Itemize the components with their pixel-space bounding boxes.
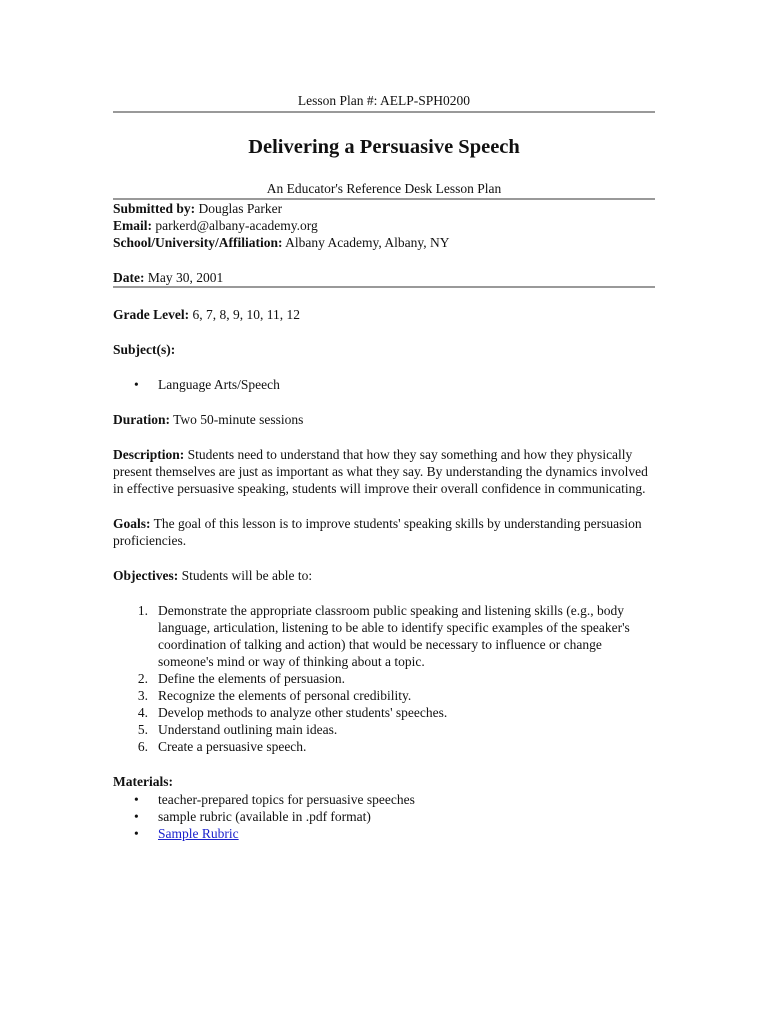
subject-text: Language Arts/Speech — [158, 377, 280, 392]
subjects-list — [113, 376, 655, 393]
page-subtitle: An Educator's Reference Desk Lesson Plan — [266, 181, 502, 196]
objectives-list — [113, 602, 655, 755]
top-divider — [113, 111, 655, 113]
material-text: sample rubric (available in .pdf format) — [158, 809, 371, 824]
submitted-by-value: Douglas Parker — [195, 201, 283, 216]
goals-paragraph — [113, 515, 655, 549]
date-line — [113, 269, 655, 286]
sample-rubric-link[interactable]: Sample Rubric — [158, 826, 239, 841]
date-divider — [113, 286, 655, 288]
duration-label: Duration: — [113, 412, 170, 427]
list-item — [113, 704, 655, 721]
duration-value: Two 50-minute sessions — [170, 412, 304, 427]
submitted-by-label: Submitted by: — [113, 201, 196, 216]
lesson-plan-number: Lesson Plan #: AELP-SPH0200 — [297, 93, 471, 108]
subjects-line — [113, 341, 655, 358]
list-number: 3. — [137, 688, 148, 703]
objectives-intro: Students will be able to: — [178, 568, 313, 583]
objective-text: Understand outlining main ideas. — [158, 722, 338, 737]
objectives-line — [113, 567, 655, 584]
materials-label: Materials: — [113, 774, 173, 789]
date-label: Date: — [113, 270, 145, 285]
bullet-icon: • — [134, 809, 139, 824]
duration-line — [113, 411, 655, 428]
objective-text: Create a persuasive speech. — [158, 739, 307, 754]
list-item — [113, 825, 655, 842]
list-number: 6. — [137, 739, 148, 754]
list-number: 5. — [137, 722, 148, 737]
objectives-label: Objectives: — [113, 568, 179, 583]
list-item — [113, 376, 655, 393]
school-value: Albany Academy, Albany, NY — [282, 235, 450, 250]
grade-level-value: 6, 7, 8, 9, 10, 11, 12 — [189, 307, 300, 322]
list-number: 4. — [137, 705, 148, 720]
email-line — [113, 217, 655, 234]
list-item — [113, 791, 655, 808]
submitted-by-line — [113, 200, 655, 217]
list-number: 1. — [137, 603, 148, 618]
list-item — [113, 687, 655, 704]
school-label: School/University/Affiliation: — [113, 235, 283, 250]
description-paragraph — [113, 446, 655, 497]
school-line — [113, 234, 655, 251]
email-value: parkerd@albany-academy.org — [152, 218, 318, 233]
materials-line — [113, 773, 655, 790]
goals-value: The goal of this lesson is to improve students' speaking skills by understanding persuasion proficiencies. — [113, 516, 642, 548]
list-item — [113, 670, 655, 687]
date-value: May 30, 2001 — [144, 270, 224, 285]
objective-text: Develop methods to analyze other students' speeches. — [158, 705, 448, 720]
goals-label: Goals: — [113, 516, 151, 531]
material-text: teacher-prepared topics for persuasive speeches — [158, 792, 415, 807]
page-title: Delivering a Persuasive Speech — [248, 136, 520, 158]
objective-text: Define the elements of persuasion. — [158, 671, 346, 686]
list-number: 2. — [137, 671, 148, 686]
description-label: Description: — [113, 447, 185, 462]
bullet-icon: • — [134, 792, 139, 807]
list-item — [113, 602, 655, 670]
list-item — [113, 721, 655, 738]
objective-text: Demonstrate the appropriate classroom public speaking and listening skills (e.g., body language, articulation, listening to be able to identify specific examples of the speaker's coordination of talking and action) that would be necessary to influence or change someone's mind or way of thinking about a topic. — [158, 603, 630, 669]
subjects-label: Subject(s): — [113, 342, 176, 357]
bullet-icon: • — [134, 826, 139, 841]
description-value: Students need to understand that how they say something and how they physically present themselves are just as important as what they say. By understanding the dynamics involved in effective persuasive speaking, students will improve their overall confidence in communicating. — [113, 447, 648, 496]
bullet-icon: • — [134, 377, 139, 392]
grade-level-line — [113, 306, 655, 323]
objective-text: Recognize the elements of personal credibility. — [158, 688, 412, 703]
lesson-plan-content — [113, 92, 655, 842]
materials-list — [113, 791, 655, 842]
list-item — [113, 738, 655, 755]
grade-level-label: Grade Level: — [113, 307, 190, 322]
email-label: Email: — [113, 218, 152, 233]
list-item — [113, 808, 655, 825]
